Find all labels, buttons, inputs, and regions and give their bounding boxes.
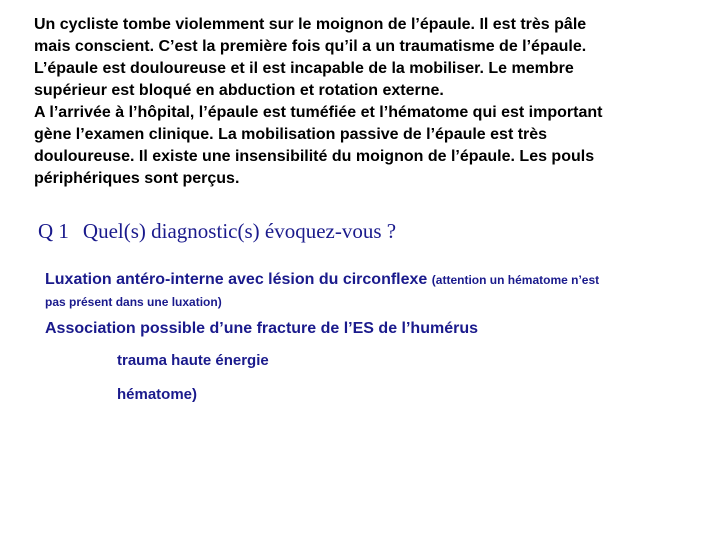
case-line: périphériques sont perçus. <box>34 170 240 187</box>
case-line: douloureuse. Il existe une insensibilité du moignon de l’épaule. Les pouls <box>34 148 595 165</box>
case-line: L’épaule est douloureuse et il est incapable de la mobiliser. Le membre <box>34 60 574 77</box>
answer-main-text: Luxation antéro-interne avec lésion du circonflexe <box>45 271 428 288</box>
answer-luxation <box>45 270 599 311</box>
case-line: gène l’examen clinique. La mobilisation passive de l’épaule est très <box>34 126 548 143</box>
case-line: mais conscient. C’est la première fois qu’il a un traumatisme de l’épaule. <box>34 38 587 55</box>
answer-note-continued: pas présent dans une luxation) <box>45 295 222 309</box>
answer-fracture: Association possible d’une fracture de l’ES de l’humérus <box>45 320 478 337</box>
case-line: A l’arrivée à l’hôpital, l’épaule est tuméfiée et l’hématome qui est important <box>34 104 603 121</box>
case-description <box>34 14 714 190</box>
question-text: Quel(s) diagnostic(s) évoquez-vous ? <box>82 219 397 243</box>
answer-note: (attention un hématome n’est <box>431 273 600 287</box>
sub-item-hematome: hématome) <box>117 386 198 403</box>
question-number: Q 1 <box>38 219 69 243</box>
case-line: Un cycliste tombe violemment sur le moignon de l’épaule. Il est très pâle <box>34 16 587 33</box>
case-line: supérieur est bloqué en abduction et rotation externe. <box>34 82 444 99</box>
question-heading <box>38 218 396 244</box>
sub-item-trauma: trauma haute énergie <box>117 352 269 369</box>
